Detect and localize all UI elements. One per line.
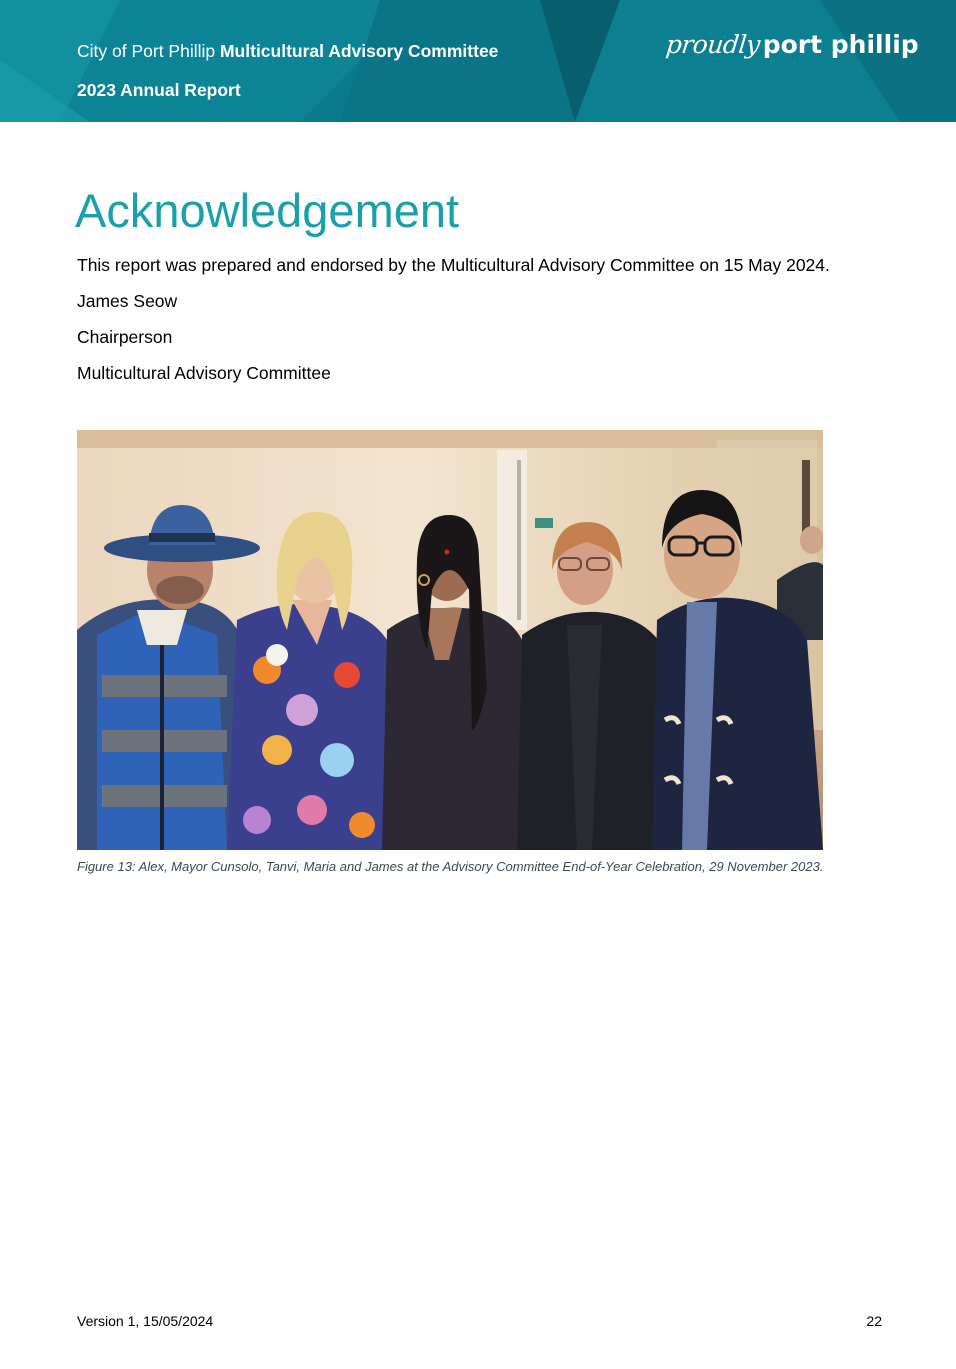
proudly-port-phillip-logo [666, 30, 919, 74]
page-number: 22 [866, 1313, 882, 1329]
figure-caption: Figure 13: Alex, Mayor Cunsolo, Tanvi, Maria and James at the Advisory Committee End-of-Year Celebration, 29 November 2023. [77, 859, 824, 874]
logo-brand: port phillip [762, 30, 919, 59]
signatory-org: Multicultural Advisory Committee [77, 363, 331, 383]
page-header [0, 0, 956, 122]
group-photo-illustration [77, 430, 823, 850]
signatory-role: Chairperson [77, 327, 173, 347]
page-title: Acknowledgement [75, 184, 460, 237]
header-org-committee [77, 41, 498, 62]
group-photo [77, 430, 823, 850]
signatory-name: James Seow [77, 291, 178, 311]
header-committee: Multicultural Advisory Committee [219, 41, 499, 61]
footer-version: Version 1, 15/05/2024 [77, 1313, 214, 1329]
intro-paragraph: This report was prepared and endorsed by the Multicultural Advisory Committee on 15 May 2024. [77, 255, 830, 275]
header-report: 2023 Annual Report [77, 80, 241, 100]
header-org: City of Port Phillip [77, 41, 216, 61]
logo-script: proudly [664, 30, 762, 59]
